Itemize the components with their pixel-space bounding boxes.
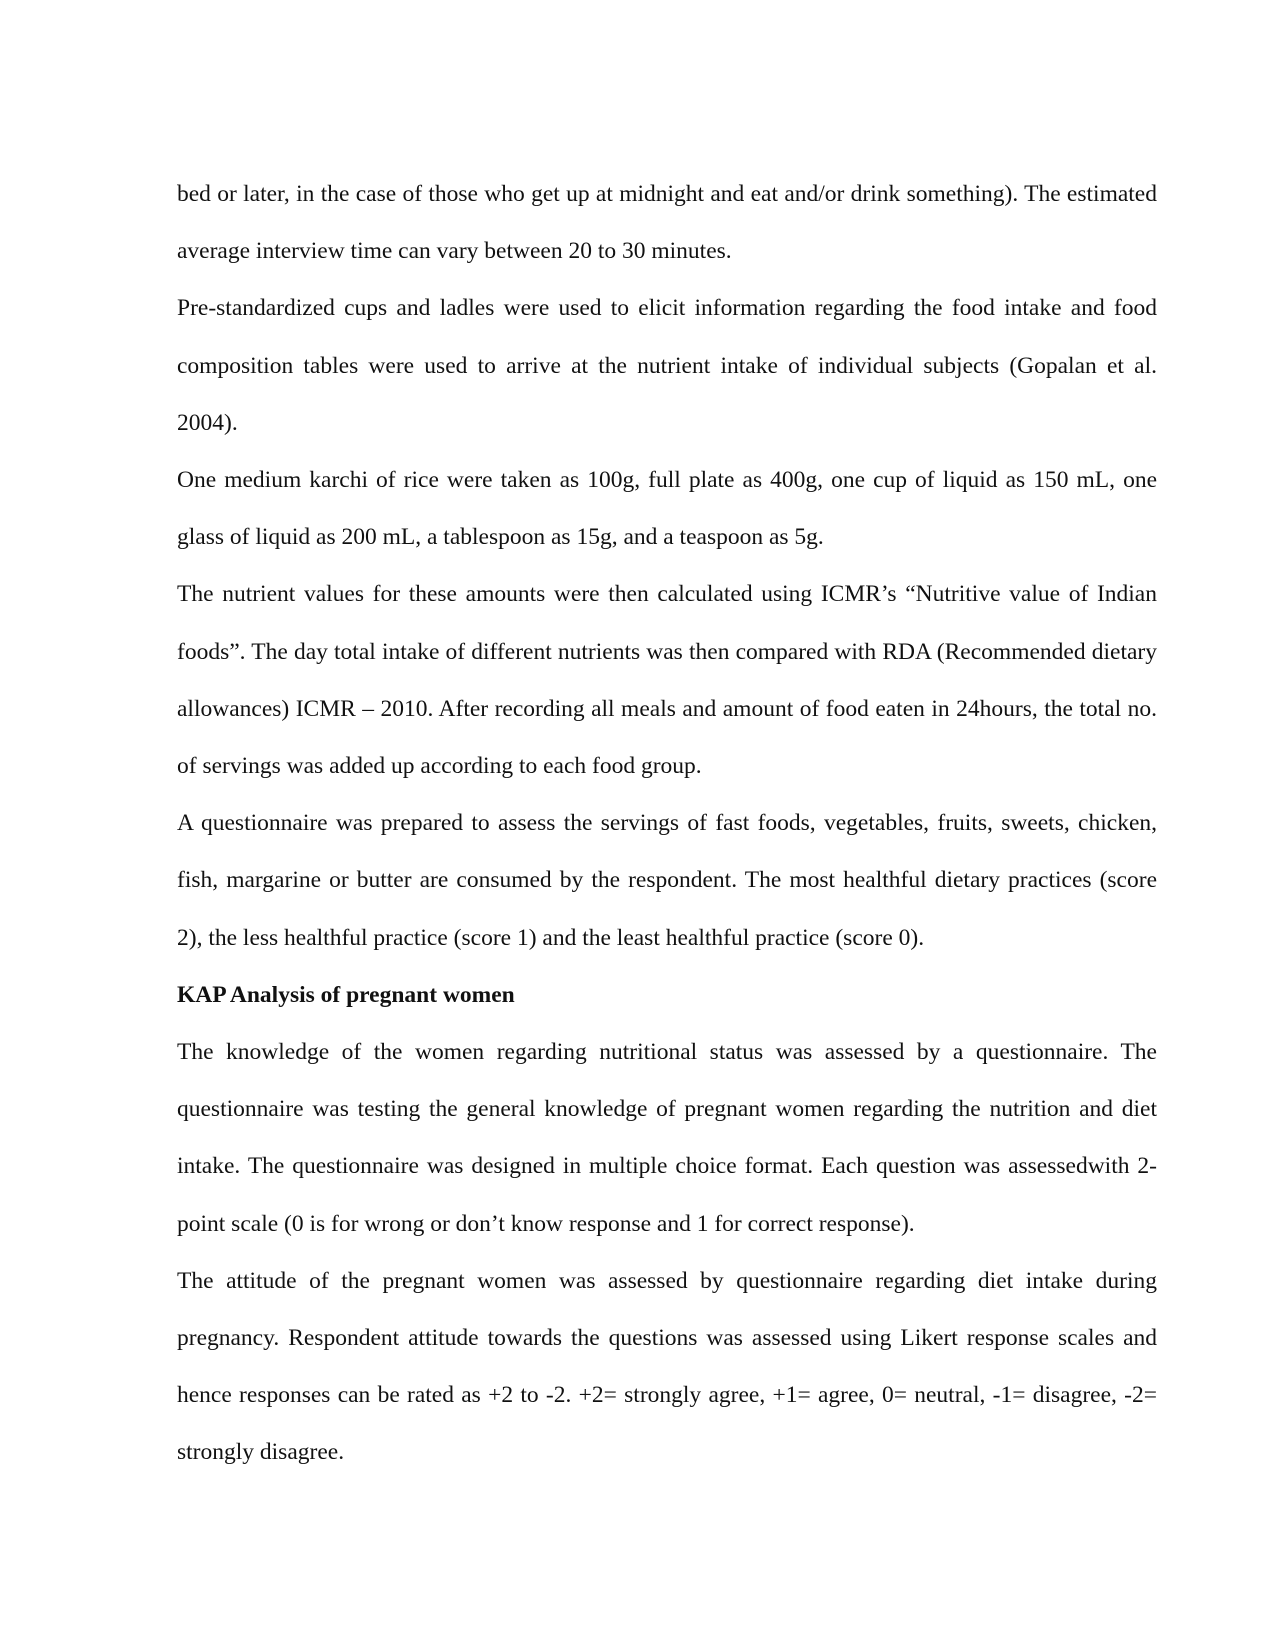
section-heading-kap: KAP Analysis of pregnant women xyxy=(177,981,515,1008)
paragraph-nutrient-values: The nutrient values for these amounts were then calculated using ICMR’s “Nutritive value of Indian foods”. The day total intake of different nutrients was then compared with RDA (Recommended dietary allowances) ICMR – 2010. After recording all meals and amount of food eaten in 24hours, the total no. of servings was added up according to each food group. xyxy=(177,581,1157,780)
paragraph-portion-sizes: One medium karchi of rice were taken as 100g, full plate as 400g, one cup of liquid as 150 mL, one glass of liquid as 200 mL, a tablespoon as 15g, and a teaspoon as 5g. xyxy=(177,467,1157,551)
paragraph-standardized-cups: Pre-standardized cups and ladles were used to elicit information regarding the food intake and food composition tables were used to arrive at the nutrient intake of individual subjects (Gopalan et al. 2004). xyxy=(177,295,1157,436)
paragraph-interview-time: bed or later, in the case of those who get up at midnight and eat and/or drink something). The estimated average interview time can vary between 20 to 30 minutes. xyxy=(177,181,1157,265)
paragraph-attitude: The attitude of the pregnant women was assessed by questionnaire regarding diet intake during pregnancy. Respondent attitude towards the questions was assessed using Likert response scales and hence responses can be rated as +2 to -2. +2= strongly agree, +1= agree, 0= neutral, -1= disagree, -2= strongly disagree. xyxy=(177,1267,1157,1466)
paragraph-knowledge: The knowledge of the women regarding nutritional status was assessed by a questionnaire. The questionnaire was testing the general knowledge of pregnant women regarding the nutrition and diet intake. The questionnaire was designed in multiple choice format. Each question was assessedwith 2-point scale (0 is for wrong or don’t know response and 1 for correct response). xyxy=(177,1039,1157,1237)
paragraph-questionnaire-servings: A questionnaire was prepared to assess the servings of fast foods, vegetables, fruits, sweets, chicken, fish, margarine or butter are consumed by the respondent. The most healthful dietary practices (score 2), the less healthful practice (score 1) and the least healthful practice (score 0). xyxy=(177,810,1157,951)
document-body xyxy=(177,166,1157,1482)
